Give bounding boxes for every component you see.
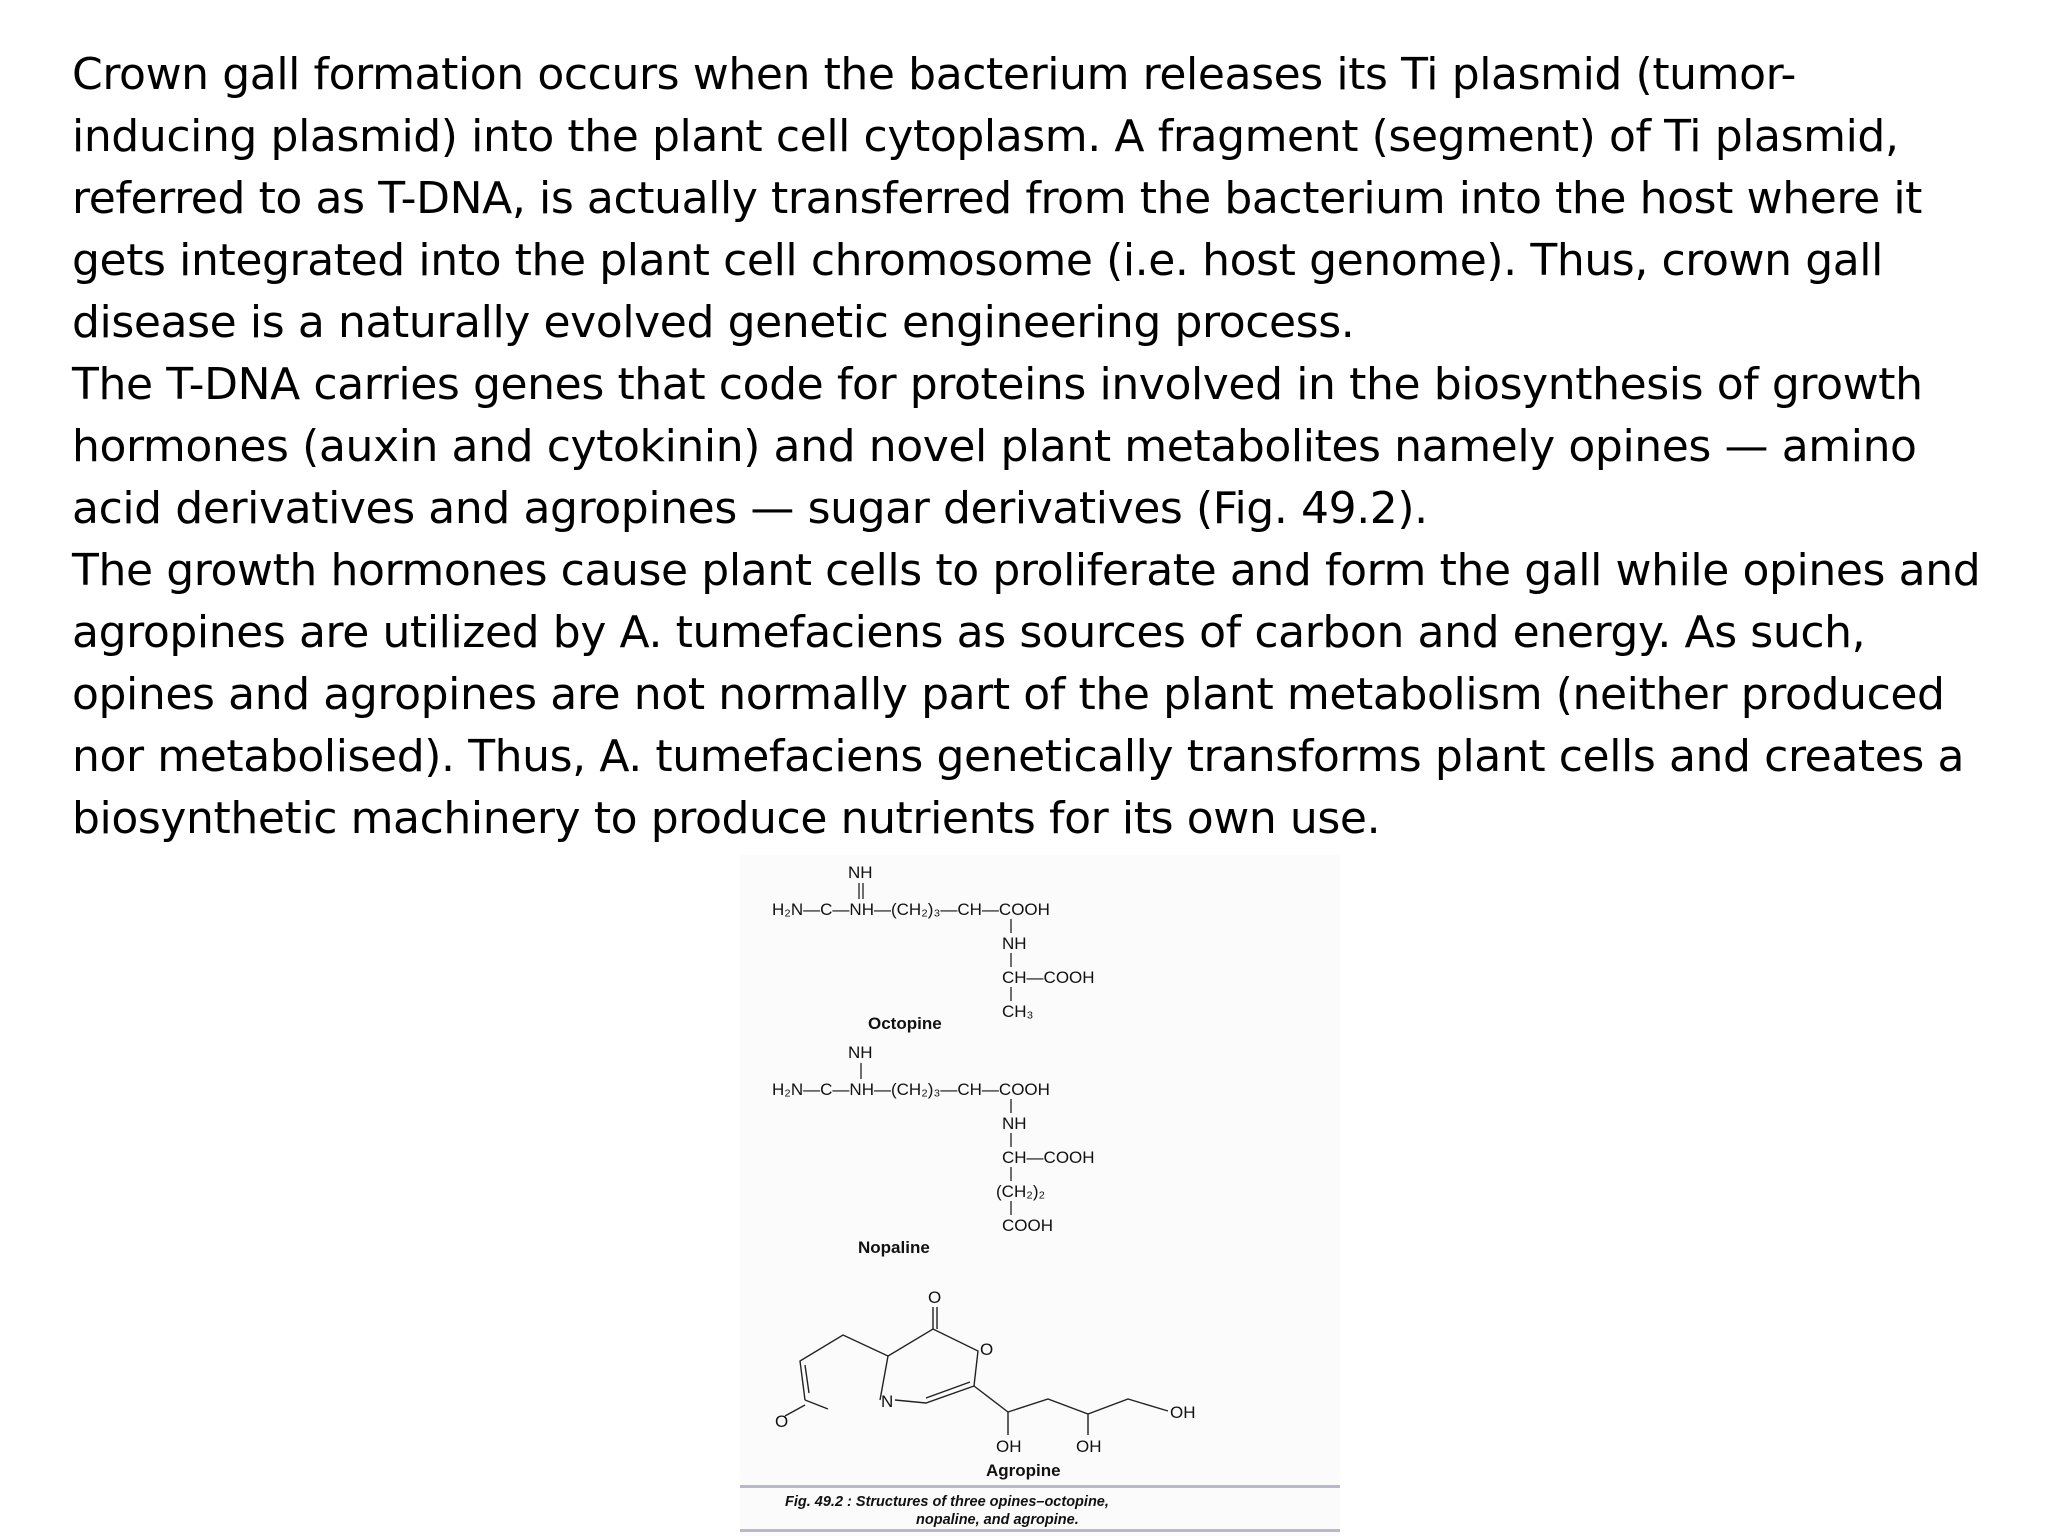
agropine-oh-3: OH [1170,1403,1196,1422]
paragraph-t-dna-genes: The T-DNA carries genes that code for proteins involved in the biosynthesis of growth hormones (auxin and cytokinin) and novel plant metabolites namely opines — amino acid derivatives and agropines — sugar derivatives (Fig. 49.2). [72,359,1923,534]
nopaline-main-chain: H₂N—C—NH—(CH₂)₃—CH—COOH [772,1080,1050,1099]
agropine-labels [775,1288,1196,1480]
octopine-ch-cooh: CH—COOH [1002,968,1095,987]
agropine-structure [785,1307,1168,1435]
slide-body-text [72,44,1992,850]
chemical-structures-diagram [740,855,1340,1536]
opine-structures-figure [740,855,1340,1536]
paragraph-crown-gall: Crown gall formation occurs when the bacterium releases its Ti plasmid (tumor- inducing plasmid) into the plant cell cytoplasm. A fragment (segment) of Ti plasmid, referred to as T-DNA, is actually transferred from the bacterium into the host where it gets integrated into the plant cell chromosome (i.e. host genome). Thus, crown gall disease is a naturally evolved genetic engineering process. [72,49,1923,348]
figure-caption-line-2: nopaline, and agropine. [916,1512,1079,1528]
nopaline-ch2-2: (CH₂)₂ [996,1182,1046,1201]
octopine-main-chain: H₂N—C—NH—(CH₂)₃—CH—COOH [772,900,1050,919]
nopaline-nh: NH [1002,1114,1027,1133]
nopaline-top-nh: NH [848,1043,873,1062]
octopine-ch3: CH₃ [1002,1002,1034,1021]
octopine-nh: NH [1002,934,1027,953]
octopine-label: Octopine [868,1014,942,1033]
caption-bottom-rule [740,1529,1340,1532]
agropine-n: N [881,1392,894,1411]
paragraph-growth-hormones: The growth hormones cause plant cells to proliferate and form the gall while opines and agropines are utilized by A. tumefaciens as sources of carbon and energy. As such, opines and agropines are not normally part of the plant metabolism (neither produced nor metabolised). Thus, A. tumefaciens genetically transforms plant cells and creates a biosynthetic machinery to produce nutrients for its own use. [72,545,1981,844]
octopine-structure [772,863,1095,1033]
nopaline-label: Nopaline [858,1238,930,1257]
octopine-top-nh: NH [848,863,873,882]
caption-top-rule [740,1485,1340,1488]
nopaline-structure [772,1043,1095,1257]
agropine-label: Agropine [986,1461,1061,1480]
agropine-oh-2: OH [1076,1437,1102,1456]
nopaline-cooh: COOH [1002,1216,1053,1235]
agropine-o-left: O [775,1412,789,1431]
nopaline-ch-cooh: CH—COOH [1002,1148,1095,1167]
agropine-oh-1: OH [996,1437,1022,1456]
agropine-o-ring: O [980,1340,994,1359]
figure-caption-line-1: Fig. 49.2 : Structures of three opines–octopine, [785,1494,1109,1510]
agropine-o-top: O [928,1288,942,1307]
